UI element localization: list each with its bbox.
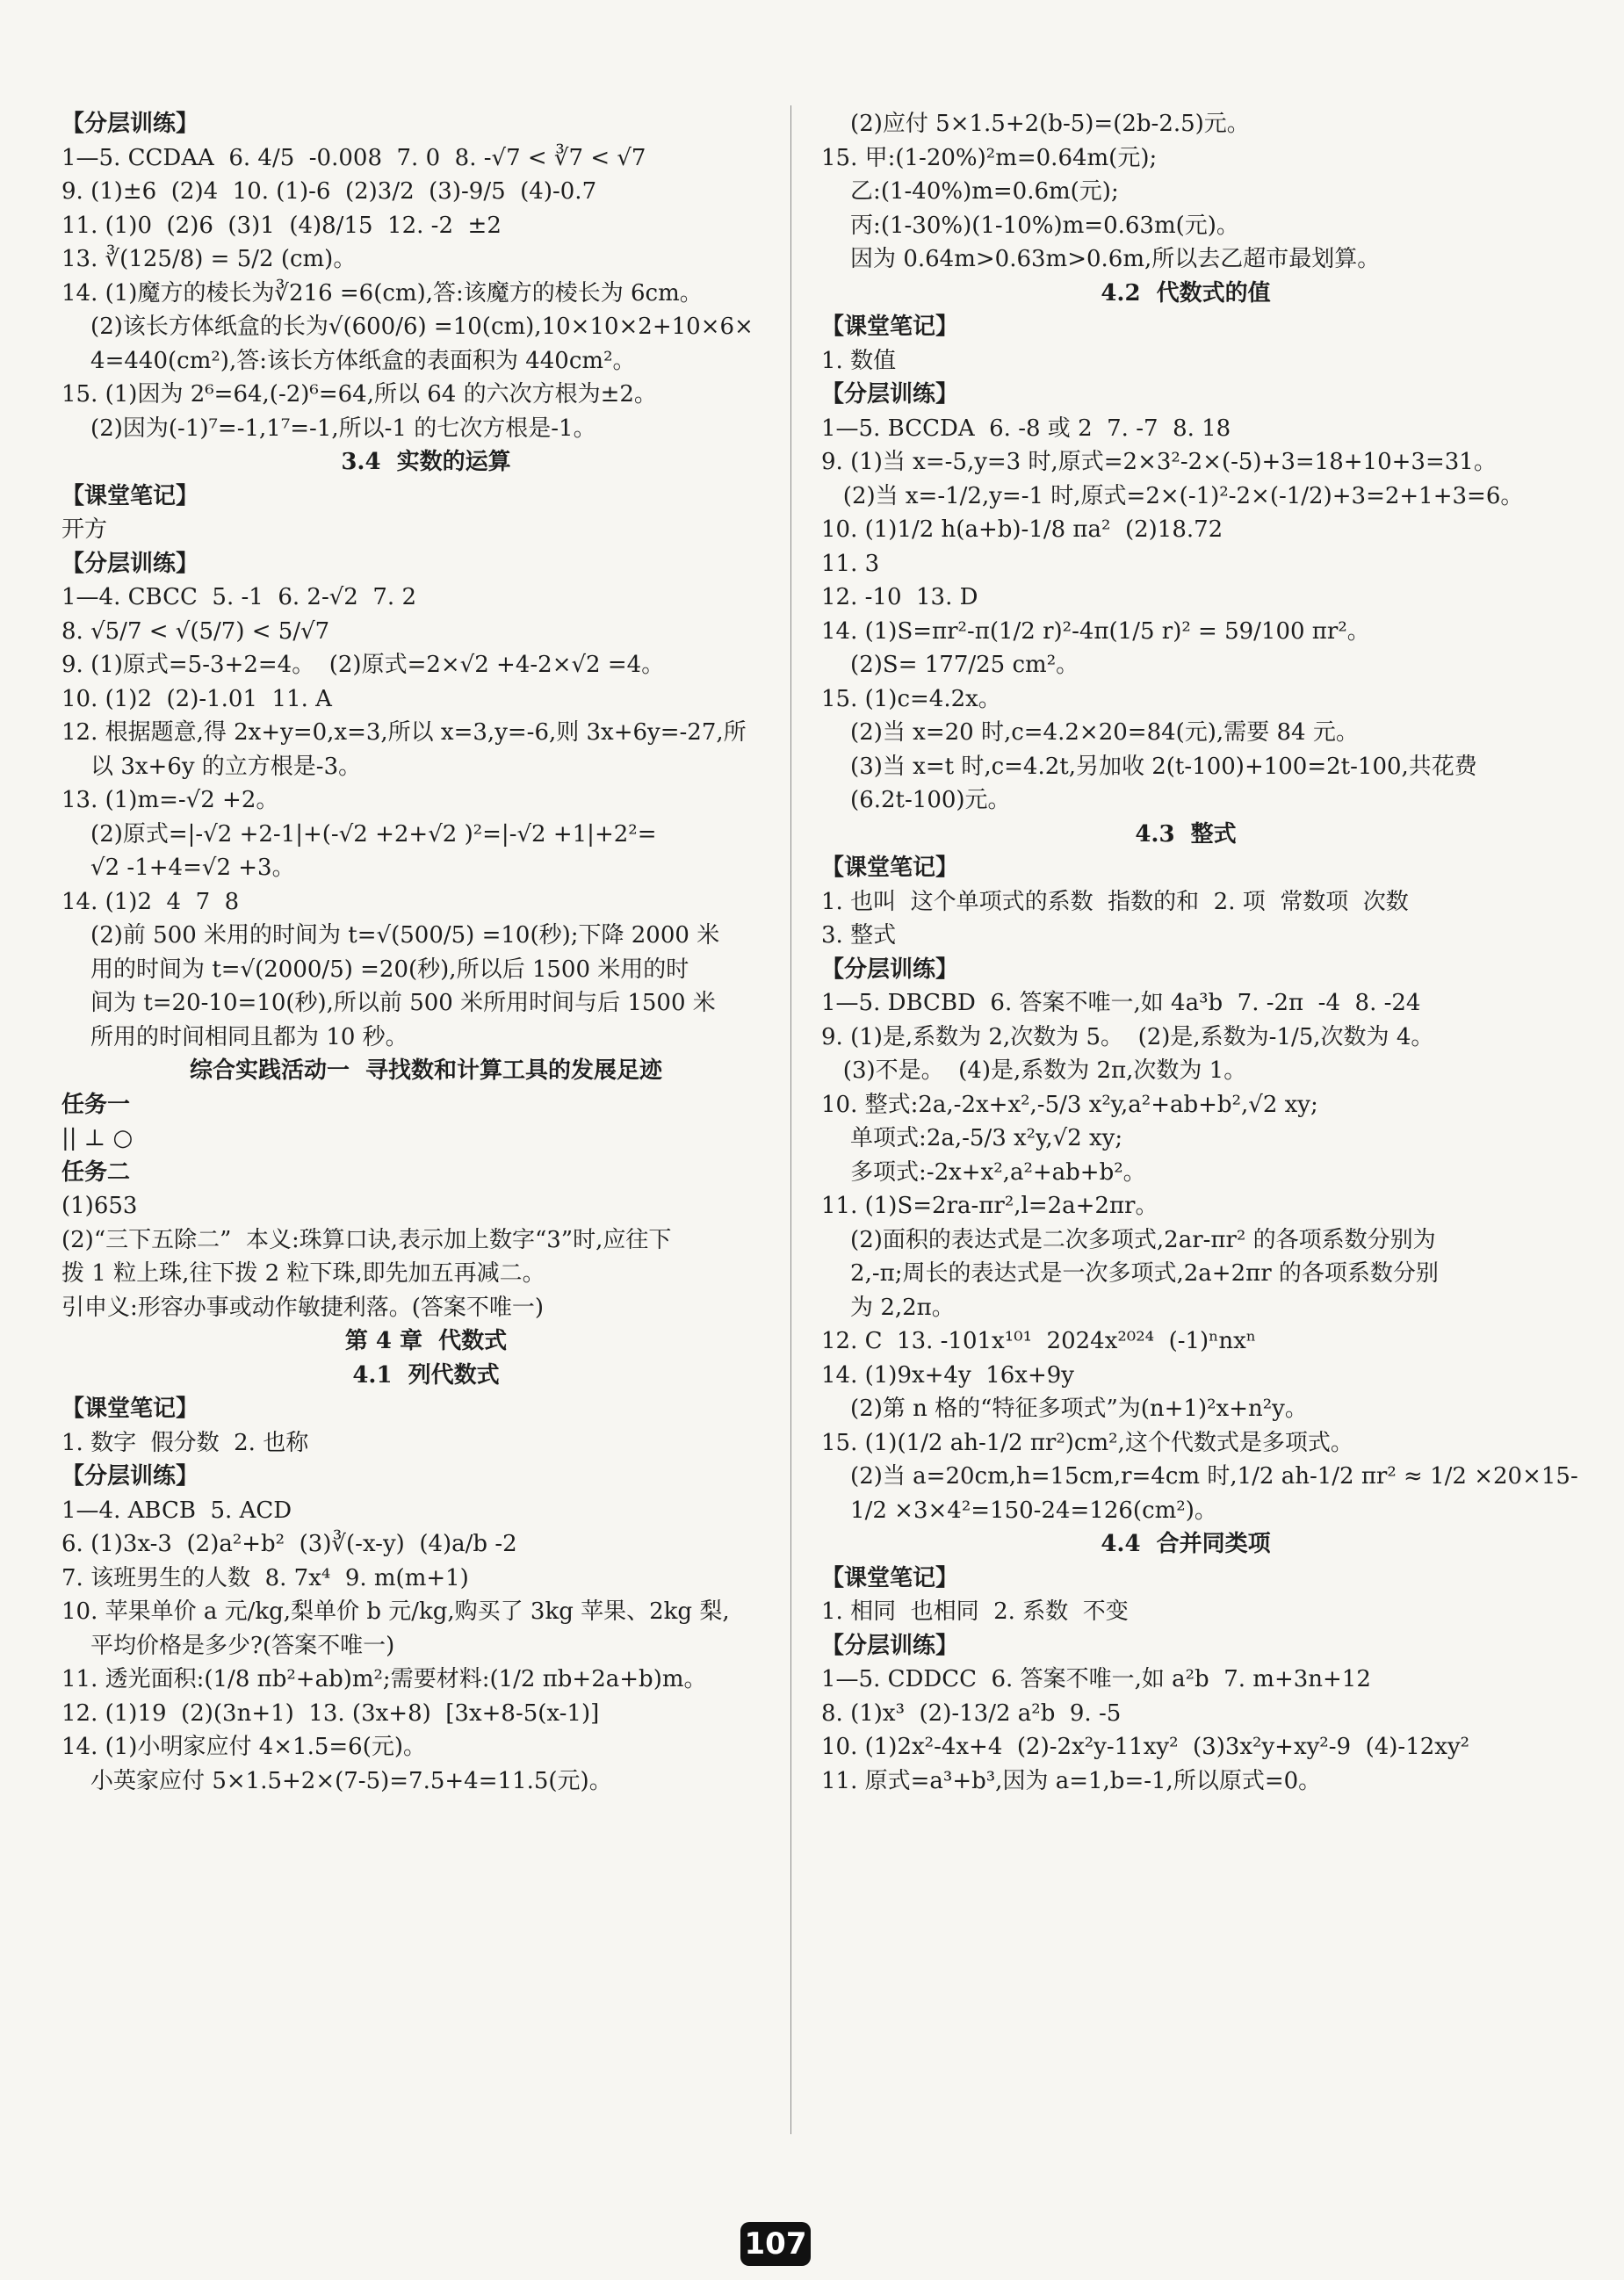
section-label: 【分层训练】 (61, 1463, 199, 1490)
section-label: 【课堂笔记】 (821, 314, 959, 340)
answer-line: 11. 透光面积:(1/8 πb²+ab)m²;需要材料:(1/2 πb+2a+b)m。 (61, 1666, 707, 1692)
section-label: 【课堂笔记】 (821, 1564, 959, 1591)
answer-line: (3)不是。 (4)是,系数为 2π,次数为 1。 (821, 1057, 1247, 1084)
answer-line: 1—4. ABCB 5. ACD (61, 1497, 292, 1524)
answer-line: 所用的时间相同且都为 10 秒。 (61, 1023, 408, 1050)
section-heading: 4.2 代数式的值 (1101, 279, 1271, 307)
section-heading: 综合实践活动一 寻找数和计算工具的发展足迹 (189, 1057, 663, 1084)
answer-line: (2)第 n 格的“特征多项式”为(n+1)²x+n²y。 (821, 1396, 1308, 1422)
answer-line: 9. (1)当 x=-5,y=3 时,原式=2×3²-2×(-5)+3=18+10+3=31。 (821, 449, 1497, 475)
answer-line: 1—5. CDDCC 6. 答案不唯一,如 a²b 7. m+3n+12 (821, 1666, 1371, 1692)
answer-line: 拨 1 粒上珠,往下拨 2 粒下珠,即先加五再减二。 (61, 1260, 545, 1287)
answer-line: (2)该长方体纸盒的长为√(600/6) =10(cm),10×10×2+10×6× (61, 314, 754, 340)
answer-line: 11. 原式=a³+b³,因为 a=1,b=-1,所以原式=0。 (821, 1767, 1322, 1794)
answer-line: 10. (1)1/2 h(a+b)-1/8 πa² (2)18.72 (821, 516, 1223, 543)
answer-line: (2)当 x=-1/2,y=-1 时,原式=2×(-1)²-2×(-1/2)+3=2+1+3=6。 (821, 482, 1524, 509)
answer-line: 1. 相同 也相同 2. 系数 不变 (821, 1598, 1129, 1625)
answer-line: (2)“三下五除二” 本义:珠算口诀,表示加上数字“3”时,应往下 (61, 1226, 672, 1253)
answer-line: 小英家应付 5×1.5+2×(7-5)=7.5+4=11.5(元)。 (61, 1767, 612, 1794)
section-heading: 4.1 列代数式 (352, 1361, 500, 1389)
section-heading: 第 4 章 代数式 (344, 1328, 508, 1354)
answer-line: (2)S= 177/25 cm²。 (821, 652, 1079, 678)
answer-line: 14. (1)9x+4y 16x+9y (821, 1361, 1074, 1389)
section-label: 【课堂笔记】 (61, 482, 199, 509)
answer-line: 1—5. CCDAA 6. 4/5 -0.008 7. 0 8. -√7 < ∛7 < √7 (61, 144, 646, 171)
answer-line: (2)前 500 米用的时间为 t=√(500/5) =10(秒);下降 2000 米 (61, 922, 720, 949)
answer-line: 13. ∛(125/8) = 5/2 (cm)。 (61, 246, 357, 272)
answer-line: || ⊥ ○ (61, 1125, 134, 1151)
answer-line: (6.2t-100)元。 (821, 787, 1011, 813)
answer-line: 14. (1)魔方的棱长为∛216 =6(cm),答:该魔方的棱长为 6cm。 (61, 279, 703, 307)
answer-line: 8. (1)x³ (2)-13/2 a²b 9. -5 (821, 1699, 1122, 1727)
answer-line: 15. (1)因为 2⁶=64,(-2)⁶=64,所以 64 的六次方根为±2。 (61, 381, 657, 408)
answer-line: √2 -1+4=√2 +3。 (61, 855, 295, 881)
section-heading: 4.3 整式 (1135, 820, 1237, 848)
answer-line: 10. (1)2 (2)-1.01 11. A (61, 685, 332, 712)
answer-line: 12. (1)19 (2)(3n+1) 13. (3x+8) [3x+8-5(x-1)] (61, 1699, 600, 1727)
right-column (821, 107, 1578, 1798)
answer-line: 平均价格是多少?(答案不唯一) (61, 1632, 395, 1659)
answer-line: 因为 0.64m>0.63m>0.6m,所以去乙超市最划算。 (821, 246, 1381, 272)
section-label: 【分层训练】 (61, 111, 199, 137)
answer-line: 1—5. BCCDA 6. -8 或 2 7. -7 8. 18 (821, 415, 1231, 442)
answer-line: 6. (1)3x-3 (2)a²+b² (3)∛(-x-y) (4)a/b -2 (61, 1531, 517, 1557)
answer-line: 11. 3 (821, 550, 880, 577)
section-label: 【课堂笔记】 (821, 855, 959, 881)
answer-line: 10. 整式:2a,-2x+x²,-5/3 x²y,a²+ab+b²,√2 xy; (821, 1091, 1318, 1118)
answer-line: 4=440(cm²),答:该长方体纸盒的表面积为 440cm²。 (61, 347, 636, 374)
answer-line: 间为 t=20-10=10(秒),所以前 500 米所用时间与后 1500 米 (61, 990, 716, 1016)
section-label: 【分层训练】 (61, 550, 199, 577)
answer-line: 1. 数值 (821, 347, 897, 374)
answer-line: (2)面积的表达式是二次多项式,2ar-πr² 的各项系数分别为 (821, 1226, 1436, 1253)
answer-line: 引申义:形容办事或动作敏捷利落。(答案不唯一) (61, 1294, 545, 1321)
answer-line: 2,-π;周长的表达式是一次多项式,2a+2πr 的各项系数分别 (821, 1260, 1439, 1287)
answer-line: 9. (1)是,系数为 2,次数为 5。 (2)是,系数为-1/5,次数为 4。 (821, 1023, 1434, 1050)
answer-line: 1/2 ×3×4²=150-24=126(cm²)。 (821, 1497, 1217, 1524)
answer-line: 12. C 13. -101x¹⁰¹ 2024x²⁰²⁴ (-1)ⁿnxⁿ (821, 1328, 1257, 1354)
section-heading: 3.4 实数的运算 (341, 449, 511, 475)
answer-line: 13. (1)m=-√2 +2。 (61, 787, 279, 813)
answer-line: 11. (1)0 (2)6 (3)1 (4)8/15 12. -2 ±2 (61, 212, 502, 239)
answer-line: 3. 整式 (821, 922, 897, 949)
answer-line: 单项式:2a,-5/3 x²y,√2 xy; (821, 1125, 1123, 1151)
answer-line: 9. (1)原式=5-3+2=4。 (2)原式=2×√2 +4-2×√2 =4。 (61, 652, 665, 678)
left-column (61, 107, 790, 1798)
answer-line: 14. (1)S=πr²-π(1/2 r)²-4π(1/5 r)² = 59/100 πr²。 (821, 617, 1370, 645)
answer-line: 用的时间为 t=√(2000/5) =20(秒),所以后 1500 米用的时 (61, 956, 689, 983)
answer-line: 15. (1)c=4.2x。 (821, 685, 1001, 712)
page-number: 107 (740, 2222, 811, 2266)
answer-line: 为 2,2π。 (821, 1294, 955, 1321)
answer-line: 乙:(1-40%)m=0.6m(元); (821, 178, 1119, 205)
section-label: 【课堂笔记】 (61, 1396, 199, 1422)
answer-line: 1—5. DBCBD 6. 答案不唯一,如 4a³b 7. -2π -4 8. -24 (821, 990, 1421, 1016)
answer-line: (1)653 (61, 1193, 138, 1219)
answer-line: 1. 也叫 这个单项式的系数 指数的和 2. 项 常数项 次数 (821, 888, 1409, 915)
answer-line: 8. √5/7 < √(5/7) < 5/√7 (61, 617, 330, 645)
answer-line: 多项式:-2x+x²,a²+ab+b²。 (821, 1158, 1146, 1186)
answer-line: 7. 该班男生的人数 8. 7x⁴ 9. m(m+1) (61, 1564, 469, 1591)
answer-line: 12. -10 13. D (821, 584, 978, 610)
answer-line: (2)当 x=20 时,c=4.2×20=84(元),需要 84 元。 (821, 719, 1359, 746)
answer-line: (2)原式=|-√2 +2-1|+(-√2 +2+√2 )²=|-√2 +1|+2²= (61, 820, 657, 848)
answer-line: 10. 苹果单价 a 元/kg,梨单价 b 元/kg,购买了 3kg 苹果、2kg 梨, (61, 1598, 730, 1625)
answer-line: (2)当 a=20cm,h=15cm,r=4cm 时,1/2 ah-1/2 πr² ≈ 1/2 ×20×15- (821, 1463, 1578, 1490)
answer-line: 12. 根据题意,得 2x+y=0,x=3,所以 x=3,y=-6,则 3x+6y=-27,所 (61, 719, 747, 746)
section-label: 【分层训练】 (821, 381, 959, 408)
answer-line: 开方 (61, 516, 108, 543)
answer-line: 10. (1)2x²-4x+4 (2)-2x²y-11xy² (3)3x²y+xy²-9 (4)-12xy² (821, 1734, 1470, 1760)
answer-line: 以 3x+6y 的立方根是-3。 (61, 753, 362, 780)
answer-line: 9. (1)±6 (2)4 10. (1)-6 (2)3/2 (3)-9/5 (4)-0.7 (61, 178, 597, 205)
section-label: 【分层训练】 (821, 1632, 959, 1659)
answer-line: (2)因为(-1)⁷=-1,1⁷=-1,所以-1 的七次方根是-1。 (61, 415, 596, 442)
answer-line: 14. (1)2 4 7 8 (61, 888, 240, 915)
section-label: 任务一 (61, 1091, 131, 1118)
answer-line: (2)应付 5×1.5+2(b-5)=(2b-2.5)元。 (821, 111, 1250, 137)
answer-line: 14. (1)小明家应付 4×1.5=6(元)。 (61, 1734, 426, 1760)
answer-line: 丙:(1-30%)(1-10%)m=0.63m(元)。 (821, 212, 1239, 239)
section-label: 任务二 (61, 1158, 131, 1186)
column-divider (790, 105, 791, 2134)
answer-line: 15. 甲:(1-20%)²m=0.64m(元); (821, 144, 1158, 171)
section-heading: 4.4 合并同类项 (1101, 1531, 1271, 1557)
answer-line: 1. 数字 假分数 2. 也称 (61, 1429, 309, 1456)
answer-line: 1—4. CBCC 5. -1 6. 2-√2 7. 2 (61, 584, 416, 610)
section-label: 【分层训练】 (821, 956, 959, 983)
answer-line: 15. (1)(1/2 ah-1/2 πr²)cm²,这个代数式是多项式。 (821, 1429, 1353, 1456)
answer-line: (3)当 x=t 时,c=4.2t,另加收 2(t-100)+100=2t-100,共花费 (821, 753, 1477, 780)
answer-line: 11. (1)S=2ra-πr²,l=2a+2πr。 (821, 1193, 1158, 1219)
